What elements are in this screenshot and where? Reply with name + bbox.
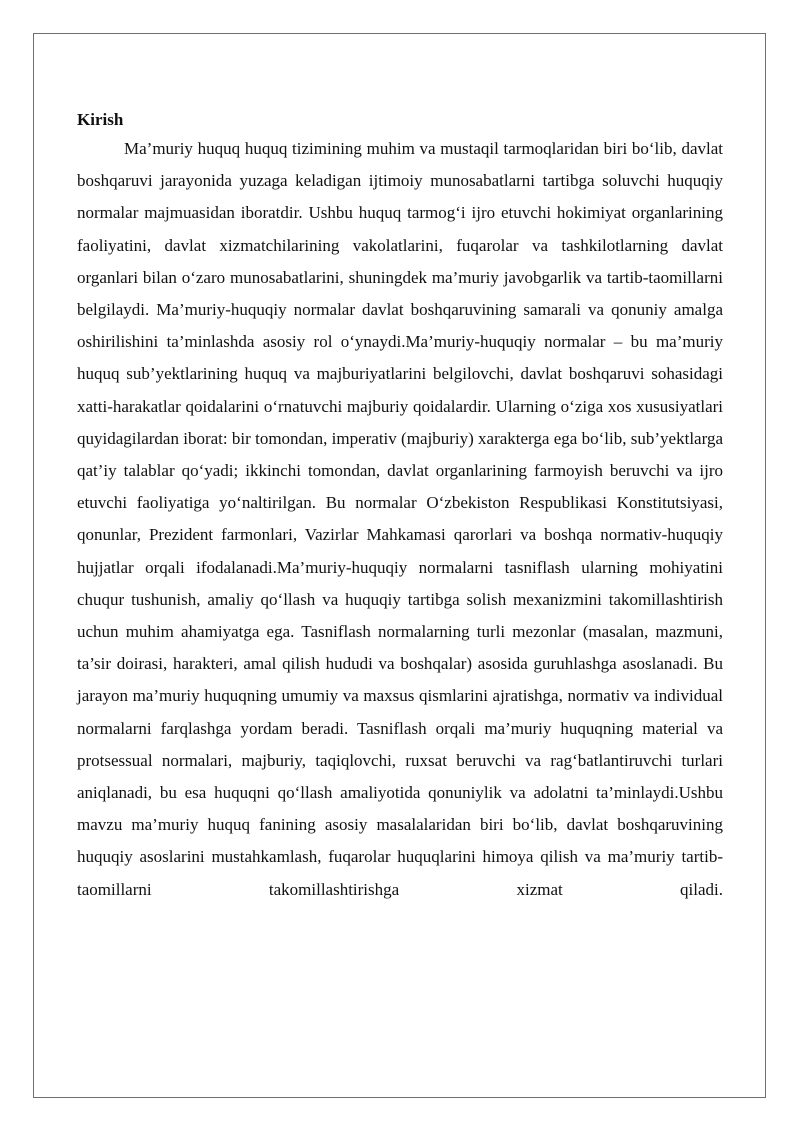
section-heading: Kirish bbox=[77, 110, 124, 129]
document-body bbox=[77, 106, 723, 906]
body-paragraph: Ma’muriy huquq huquq tizimining muhim va mustaqil tarmoqlaridan biri bo‘lib, davlat boshqaruvi jarayonida yuzaga keladigan ijtimoiy munosabatlarni tartibga soluvchi huquqiy normalar majmuasidan iboratdir. Ushbu huquq tarmog‘i ijro etuvchi hokimiyat organlarining faoliyatini, davlat xizmatchilarining vakolatlarini, fuqarolar va tashkilotlarning davlat organlari bilan o‘zaro munosabatlarini, shuningdek ma’muriy javobgarlik va tartib-taomillarni belgilaydi. Ma’muriy-huquqiy normalar davlat boshqaruvining samarali va qonuniy amalga oshirilishini ta’minlashda asosiy rol o‘ynaydi.Ma’muriy-huquqiy normalar – bu ma’muriy huquq sub’yektlarining huquq va majburiyatlarini belgilovchi, davlat boshqaruvi sohasidagi xatti-harakatlar qoidalarini o‘rnatuvchi majburiy qoidalardir. Ularning o‘ziga xos xususiyatlari quyidagilardan iborat: bir tomondan, imperativ (majburiy) xarakterga ega bo‘lib, sub’yektlarga qat’iy talablar qo‘yadi; ikkinchi tomondan, davlat organlarining farmoyish beruvchi va ijro etuvchi faoliyatiga yo‘naltirilgan. Bu normalar O‘zbekiston Respublikasi Konstitutsiyasi, qonunlar, Prezident farmonlari, Vazirlar Mahkamasi qarorlari va boshqa normativ-huquqiy hujjatlar orqali ifodalanadi.Ma’muriy-huquqiy normalarni tasniflash ularning mohiyatini chuqur tushunish, amaliy qo‘llash va huquqiy tartibga solish mexanizmini takomillashtirish uchun muhim ahamiyatga ega. Tasniflash normalarning turli mezonlar (masalan, mazmuni, ta’sir doirasi, harakteri, amal qilish hududi va boshqalar) asosida guruhlashga asoslanadi. Bu jarayon ma’muriy huquqning umumiy va maxsus qismlarini ajratishga, normativ va individual normalarni farqlashga yordam beradi. Tasniflash orqali ma’muriy huquqning material va protsessual normalari, majburiy, taqiqlovchi, ruxsat beruvchi va rag‘batlantiruvchi turlari aniqlanadi, bu esa huquqni qo‘llash amaliyotida qonuniylik va adolatni ta’minlaydi.Ushbu mavzu ma’muriy huquq fanining asosiy masalalaridan biri bo‘lib, davlat boshqaruvining huquqiy asoslarini mustahkamlash, fuqarolar huquqlarini himoya qilish va ma’muriy tartib-taomillarni takomillashtirishga xizmat qiladi. bbox=[77, 139, 723, 899]
